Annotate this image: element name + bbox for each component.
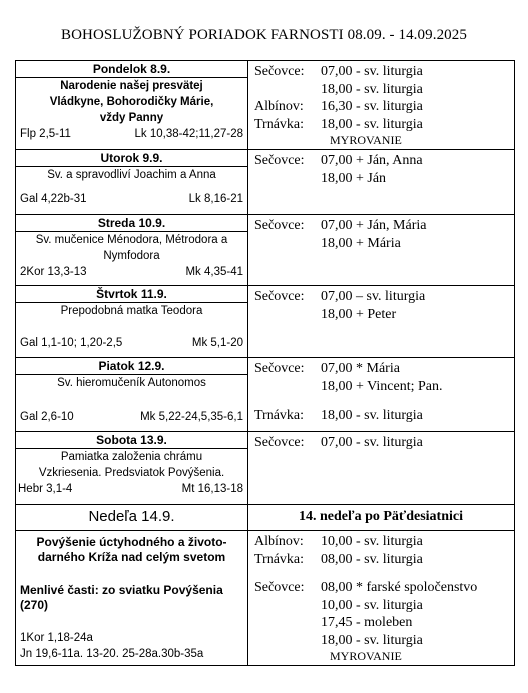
day-heading: Streda 10.9. (16, 215, 247, 232)
services-cell (248, 61, 515, 150)
feast-line: vždy Panny (99, 112, 164, 124)
day-info-cell (16, 150, 248, 215)
service-text: 18,00 - sv. liturgia (321, 408, 423, 423)
service-place: Sečovce: (254, 64, 305, 79)
service-text: 07,00 - sv. liturgia (321, 64, 423, 79)
day-info-cell (16, 61, 248, 150)
epistle-reading: 1Kor 1,18-24a (20, 632, 93, 644)
service-text: 08,00 * farské spoločenstvo (321, 580, 478, 595)
feast-line: Nymfodora (103, 250, 160, 262)
feast-line (16, 550, 247, 565)
service-line (254, 306, 514, 324)
service-text: 07,00 * Mária (321, 361, 400, 376)
service-place (254, 614, 321, 632)
service-line (254, 434, 514, 452)
gospel-reading: Mk 5,22-24,5,35-6,1 (140, 411, 243, 423)
feast-text: Povýšenie úctyhodného a životo- (36, 535, 227, 549)
service-text: 18,00 + Ján (321, 170, 387, 186)
epistle-reading: 2Kor 13,3-13 (20, 266, 87, 278)
service-line (254, 98, 514, 116)
readings (16, 126, 247, 142)
epistle-reading: Hebr 3,1-4 (18, 483, 73, 495)
service-line (254, 116, 514, 134)
day-heading: Utorok 9.9. (16, 150, 247, 167)
service-place: Sečovce: (254, 218, 305, 233)
service-line (254, 378, 514, 396)
feast-line: Sv. hieromučeník Autonomos (57, 377, 206, 389)
service-text: 10,00 - sv. liturgia (321, 597, 423, 613)
service-text: 07,00 - sv. liturgia (321, 435, 423, 450)
gospel-reading: Jn 19,6-11a. 13-20. 25-28a.30b-35a (20, 648, 204, 660)
service-line (254, 597, 514, 615)
service-list (248, 358, 514, 425)
readings (16, 481, 247, 497)
services-cell (248, 150, 515, 215)
memorial-line: (270) (20, 598, 49, 612)
service-list (248, 61, 514, 133)
readings (16, 409, 247, 425)
day-heading: Štvrtok 11.9. (16, 286, 247, 303)
service-line (254, 81, 514, 99)
service-place (254, 81, 321, 99)
day-heading: Sobota 13.9. (16, 432, 247, 449)
service-place: Sečovce: (254, 289, 305, 304)
service-note: MYROVANIE (330, 649, 402, 663)
feast-line (16, 531, 247, 550)
service-place: Trnávka: (254, 408, 305, 423)
table-row (16, 150, 515, 215)
service-text: 07,00 + Ján, Mária (321, 218, 427, 233)
service-line (254, 579, 514, 597)
gospel-reading: Mt 16,13-18 (181, 483, 243, 495)
service-line (254, 152, 514, 170)
service-place: Sečovce: (254, 580, 305, 595)
epistle-reading: Gal 1,1-10; 1,20-2,5 (20, 337, 123, 349)
readings (16, 264, 247, 280)
service-text: 07,00 – sv. liturgia (321, 289, 426, 304)
epistle-reading: Gal 2,6-10 (20, 411, 74, 423)
feast-line: Sv. a spravodliví Joachim a Anna (47, 169, 216, 181)
service-place: Albínov: (254, 99, 304, 114)
table-row (16, 286, 515, 358)
service-line (254, 217, 514, 235)
service-line (254, 614, 514, 632)
sunday-heading: Nedeľa 14.9. (88, 508, 175, 525)
service-text: 18,00 - sv. liturgia (321, 116, 423, 132)
readings (16, 191, 247, 207)
day-heading: Pondelok 8.9. (16, 61, 247, 78)
services-cell (248, 286, 515, 358)
gospel-reading: Mk 5,1-20 (191, 337, 243, 349)
service-place: Trnávka: (254, 551, 305, 567)
feast-text: darného Kríža nad celým svetom (37, 550, 226, 564)
table-row (16, 432, 515, 505)
service-line (254, 63, 514, 81)
feast-line: Prepodobná matka Teodora (60, 305, 203, 317)
schedule-table (15, 60, 515, 666)
readings (16, 335, 247, 351)
feast-line: Pamiatka založenia chrámu (60, 451, 203, 463)
service-place: Sečovce: (254, 361, 305, 376)
services-cell (248, 432, 515, 505)
service-note: MYROVANIE (330, 133, 402, 147)
services-cell (248, 358, 515, 432)
day-heading: Piatok 12.9. (16, 358, 247, 375)
service-list (248, 531, 514, 649)
day-info-cell (16, 432, 248, 505)
feast-line: Sv. mučenice Ménodora, Métrodora a (35, 234, 228, 246)
service-text: 17,45 - moleben (321, 615, 413, 630)
service-place (254, 170, 321, 188)
service-text: 18,00 + Vincent; Pan. (321, 378, 443, 394)
feast-line: Narodenie našej presvätej (60, 80, 203, 92)
epistle-reading: Gal 4,22b-31 (20, 193, 87, 205)
service-list (248, 432, 514, 452)
service-list (248, 150, 514, 187)
sunday-services-cell (248, 531, 515, 666)
service-text: 10,00 - sv. liturgia (321, 534, 423, 549)
service-place (254, 235, 321, 253)
feast-line: Vládkyne, Bohorodičky Márie, (49, 96, 214, 108)
service-place: Sečovce: (254, 435, 305, 450)
service-place (254, 378, 321, 396)
sunday-title: 14. nedeľa po Päťdesiatnici (299, 509, 463, 524)
table-row (16, 505, 515, 531)
service-line (254, 407, 514, 425)
day-info-cell (16, 215, 248, 286)
day-info-cell (16, 286, 248, 358)
sunday-title-cell (248, 505, 515, 531)
day-info-cell (16, 358, 248, 432)
service-line (254, 235, 514, 253)
service-place (254, 306, 321, 324)
memorial-line: Menlivé časti: zo sviatku Povýšenia (20, 583, 223, 597)
service-place (254, 632, 321, 650)
page-title: BOHOSLUŽOBNÝ PORIADOK FARNOSTI 08.09. - 14.09.2025 (61, 27, 467, 43)
service-line (254, 632, 514, 650)
table-row (16, 358, 515, 432)
feast-line: Vzkriesenia. Predsviatok Povýšenia. (38, 467, 225, 479)
sunday-heading-cell (16, 505, 248, 531)
gospel-reading: Lk 8,16-21 (188, 193, 243, 205)
services-cell (248, 215, 515, 286)
service-text: 08,00 - sv. liturgia (321, 551, 423, 567)
service-line (254, 170, 514, 188)
service-line (254, 533, 514, 551)
table-row (16, 215, 515, 286)
gospel-reading: Mk 4,35-41 (185, 266, 243, 278)
service-line (254, 288, 514, 306)
service-line (254, 551, 514, 569)
service-line (254, 360, 514, 378)
service-text: 16,30 - sv. liturgia (321, 99, 423, 114)
service-text: 18,00 + Mária (321, 235, 401, 251)
service-place: Sečovce: (254, 153, 305, 168)
service-place: Trnávka: (254, 116, 305, 132)
service-text: 07,00 + Ján, Anna (321, 153, 423, 168)
table-row (16, 61, 515, 150)
table-row (16, 531, 515, 666)
service-text: 18,00 - sv. liturgia (321, 632, 423, 648)
service-text: 18,00 - sv. liturgia (321, 81, 423, 97)
service-place (254, 597, 321, 615)
service-text: 18,00 + Peter (321, 306, 397, 322)
gospel-reading: Lk 10,38-42;11,27-28 (134, 128, 243, 140)
sunday-info-cell (16, 531, 248, 666)
service-list (248, 215, 514, 252)
service-place: Albínov: (254, 534, 304, 549)
service-list (248, 286, 514, 323)
epistle-reading: Flp 2,5-11 (20, 128, 71, 140)
